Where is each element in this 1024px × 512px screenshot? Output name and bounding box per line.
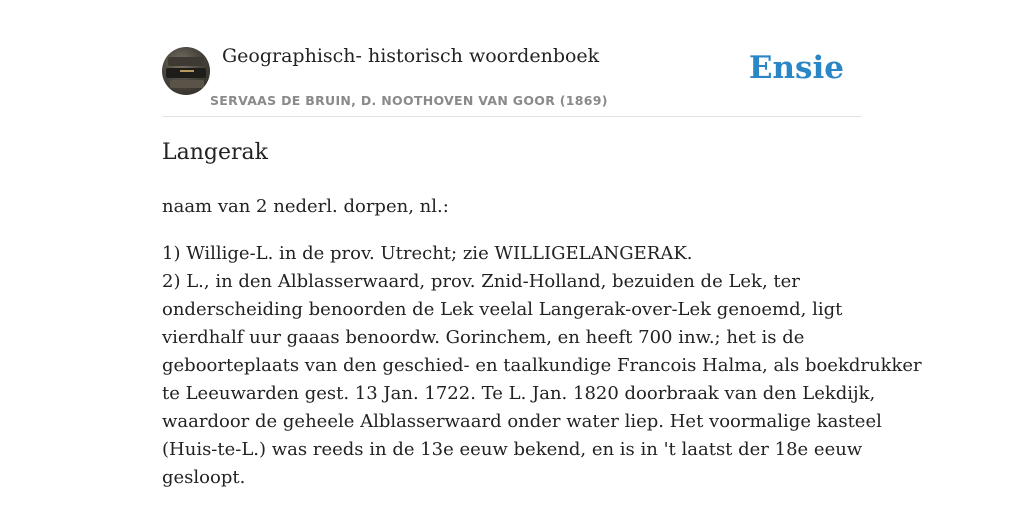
header bbox=[162, 0, 862, 117]
definition-line: 2) L., in den Alblasserwaard, prov. Znid-Holland, bezuiden de Lek, ter bbox=[162, 271, 800, 292]
definition-line: 1) Willige-L. in de prov. Utrecht; zie WILLIGELANGERAK. bbox=[162, 243, 693, 264]
definition-line: geboorteplaats van den geschied- en taalkundige Francois Halma, als boekdrukker bbox=[162, 355, 922, 376]
entry-title: Langerak bbox=[162, 140, 268, 165]
definition-body bbox=[162, 240, 922, 492]
book-spine-stripe bbox=[180, 70, 194, 72]
definition-line: (Huis-te-L.) was reeds in de 13e eeuw bekend, en is in 't laatst der 18e eeuw bbox=[162, 439, 863, 460]
ensie-logo-link[interactable]: Ensie bbox=[748, 50, 844, 86]
definition-line: waardoor de geheele Alblasserwaard onder water liep. Het voormalige kasteel bbox=[162, 411, 882, 432]
definition-line: onderscheiding benoorden de Lek veelal Langerak-over-Lek genoemd, ligt bbox=[162, 299, 843, 320]
book-spine-3 bbox=[170, 80, 204, 88]
definition-intro: naam van 2 nederl. dorpen, nl.: bbox=[162, 196, 449, 217]
book-avatar[interactable] bbox=[162, 47, 210, 95]
book-authors: SERVAAS DE BRUIN, D. NOOTHOVEN VAN GOOR (1869) bbox=[210, 93, 608, 108]
entry-definition bbox=[162, 193, 922, 492]
book-spine-1 bbox=[168, 57, 204, 66]
page-content bbox=[162, 0, 922, 488]
definition-line: vierdhalf uur gaaas benoordw. Gorinchem, en heeft 700 inw.; het is de bbox=[162, 327, 805, 348]
book-title[interactable]: Geographisch- historisch woordenboek bbox=[222, 45, 600, 67]
definition-line: te Leeuwarden gest. 13 Jan. 1722. Te L. Jan. 1820 doorbraak van den Lekdijk, bbox=[162, 383, 876, 404]
definition-line: gesloopt. bbox=[162, 467, 246, 488]
